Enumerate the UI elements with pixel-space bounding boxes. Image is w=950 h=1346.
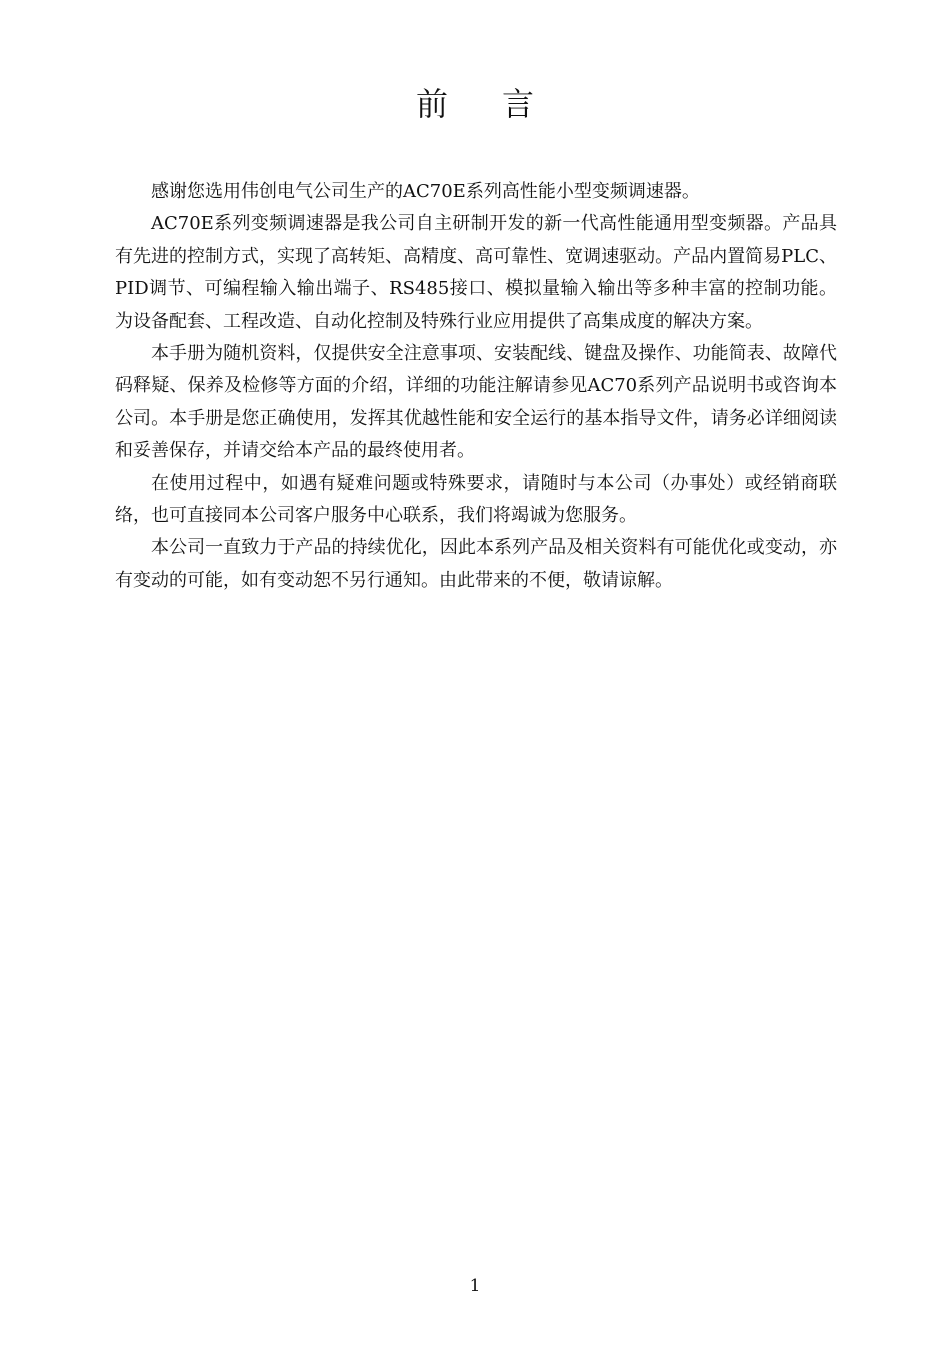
- paragraph-manual-scope: 本手册为随机资料，仅提供安全注意事项、安装配线、键盘及操作、功能简表、故障代码释疑、保养及检修等方面的介绍，详细的功能注解请参见AC70系列产品说明书或咨询本公司。本手册是您正确使用，发挥其优越性能和安全运行的基本指导文件，请务必详细阅读和妥善保存，并请交给本产品的最终使用者。: [115, 343, 837, 462]
- preface-body: [115, 176, 837, 597]
- title-char-2: 言: [502, 85, 535, 123]
- paragraph-thanks: 感谢您选用伟创电气公司生产的AC70E系列高性能小型变频调速器。: [151, 181, 700, 202]
- page-number: 1: [469, 1276, 481, 1296]
- title-char-1: 前: [415, 85, 448, 123]
- paragraph-contact: 在使用过程中，如遇有疑难问题或特殊要求，请随时与本公司（办事处）或经销商联络，也可直接同本公司客户服务中心联系，我们将竭诚为您服务。: [115, 472, 837, 527]
- paragraph-change-notice: 本公司一直致力于产品的持续优化，因此本系列产品及相关资料有可能优化或变动，亦有变动的可能，如有变动恕不另行通知。由此带来的不便，敬请谅解。: [115, 537, 837, 591]
- paragraph-product-intro: AC70E系列变频调速器是我公司自主研制开发的新一代高性能通用型变频器。产品具有先进的控制方式，实现了高转矩、高精度、高可靠性、宽调速驱动。产品内置简易PLC、PID调节、可编程输入输出端子、RS485接口、模拟量输入输出等多种丰富的控制功能。为设备配套、工程改造、自动化控制及特殊行业应用提供了高集成度的解决方案。: [115, 213, 837, 332]
- page-title: [0, 82, 950, 126]
